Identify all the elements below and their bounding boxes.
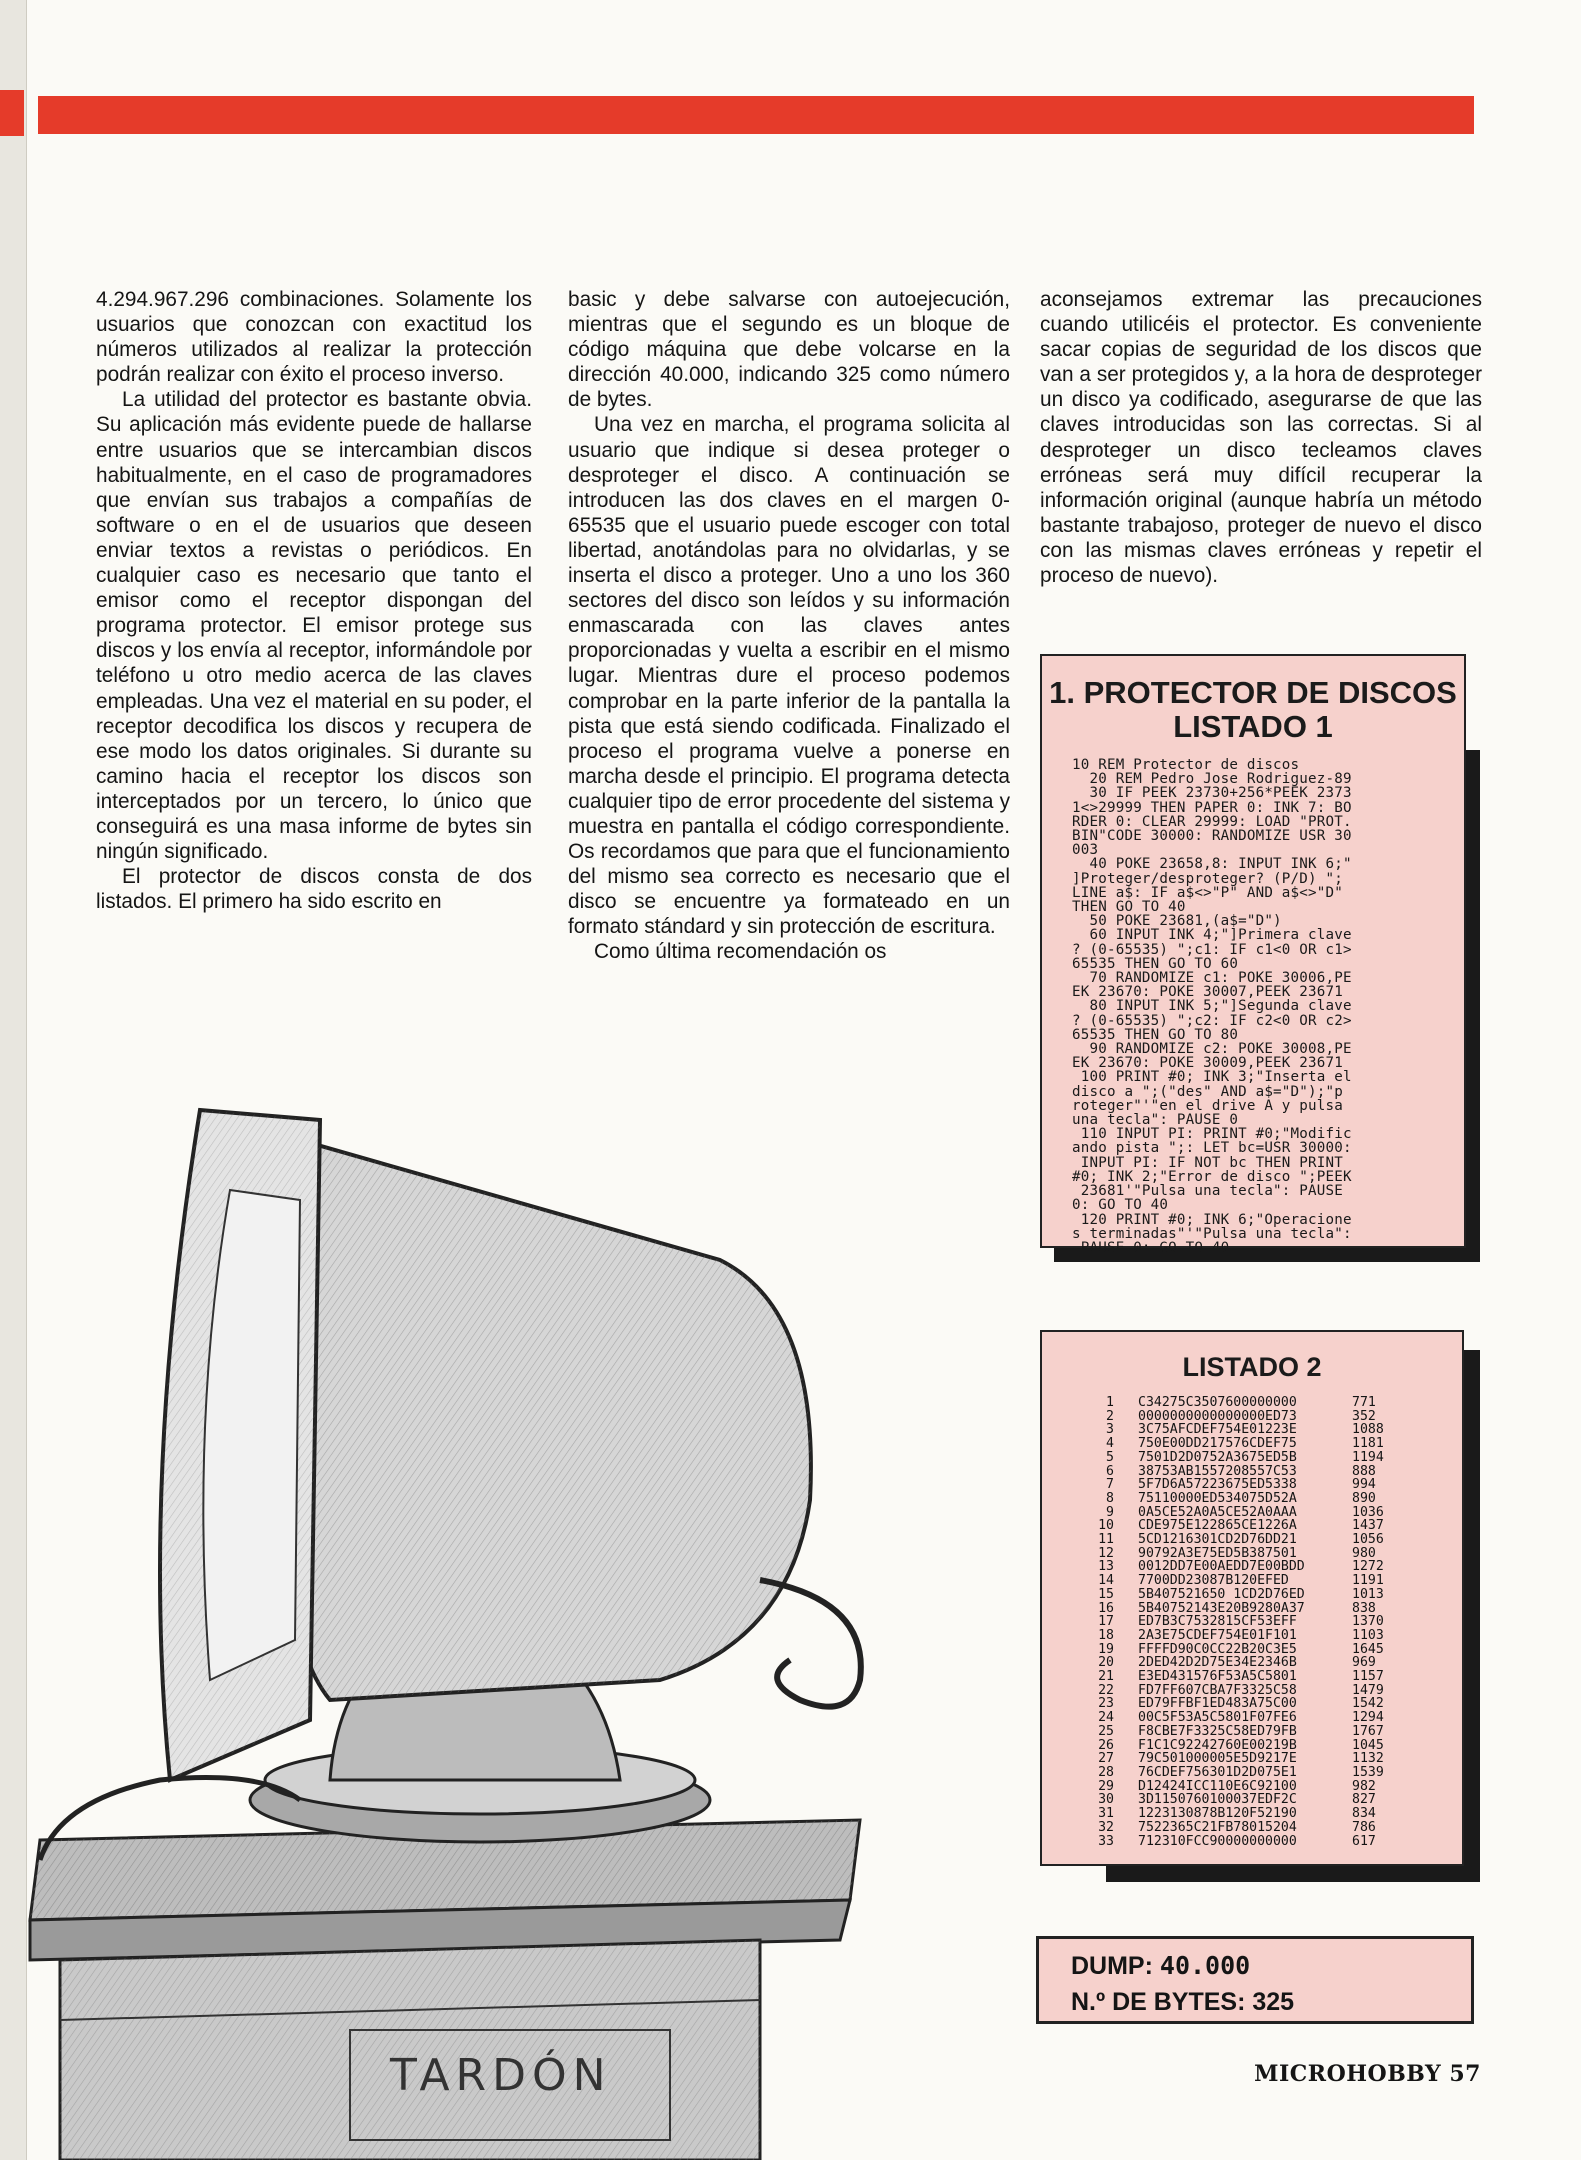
checksum: 1191 (1352, 1573, 1384, 1589)
table-row (1086, 1410, 1462, 1424)
listing1-box (1040, 654, 1466, 1256)
page-footer: MICROHOBBY 57 (1254, 2061, 1481, 2087)
hex-data: 7501D2D0752A3675ED5B (1138, 1449, 1297, 1465)
checksum: 1645 (1352, 1641, 1384, 1657)
checksum: 1013 (1352, 1586, 1384, 1602)
dump-label: DUMP: (1071, 1952, 1160, 1980)
table-row (1086, 1807, 1462, 1821)
line-number: 27 (1098, 1751, 1114, 1767)
hex-data: 7700DD23087B120EFED (1138, 1573, 1289, 1589)
table-row (1086, 1560, 1462, 1574)
checksum: 980 (1352, 1545, 1376, 1561)
table-row (1086, 1629, 1462, 1643)
checksum: 888 (1352, 1463, 1376, 1479)
line-number: 31 (1098, 1806, 1114, 1822)
line-number: 7 (1106, 1477, 1114, 1493)
section-tab (0, 90, 24, 136)
hex-data: 2A3E75CDEF754E01F101 (1138, 1627, 1297, 1643)
hex-data: 79C501000005E5D9217E (1138, 1751, 1297, 1767)
paragraph: Como última recomendación os (594, 940, 887, 964)
checksum: 617 (1352, 1833, 1376, 1849)
line-number: 6 (1106, 1463, 1114, 1479)
line-number: 17 (1098, 1614, 1114, 1630)
hex-data: C34275C3507600000000 (1138, 1395, 1297, 1410)
hex-dump-table (1086, 1396, 1462, 1848)
hex-data: 5CD1216301CD2D76DD21 (1138, 1532, 1297, 1548)
listing2-title: LISTADO 2 (1182, 1352, 1322, 1382)
hex-data: 5B40752143E20B9280A37 (1138, 1600, 1305, 1616)
article-column-2 (568, 287, 1010, 965)
table-row (1086, 1615, 1462, 1629)
line-number: 23 (1098, 1696, 1114, 1712)
hex-data: FD7FF607CBA7F3325C58 (1138, 1682, 1297, 1698)
hex-data: F8CBE7F3325C58ED79FB (1138, 1723, 1297, 1739)
checksum: 1272 (1352, 1559, 1384, 1575)
line-number: 12 (1098, 1545, 1114, 1561)
paragraph: La utilidad del protector es bastante obvia. Su aplicación más evidente puede de hallarse entre usuarios que se intercambian discos habitualmente, en el caso de programadores que envían sus trabajos a compañías de software o en el de usuarios que deseen enviar textos a revistas o periódicos. En cualquier caso es necesario que tanto el emisor como el receptor dispongan del programa protector. El emisor protege sus discos y los envía al receptor, informándole por teléfono u otro medio acerca de las claves empleadas. Una vez el material en su poder, el receptor decodifica los discos y recupera de ese modo los datos originales. Si durante su camino hacia el receptor los discos son interceptados por un tercero, lo único que conseguirá es una masa informe de bytes sin ningún significado. (96, 388, 532, 864)
checksum: 1056 (1352, 1532, 1384, 1548)
paragraph: 4.294.967.296 combinaciones. Solamente los usuarios que conozcan con exactitud los números utilizados al realizar la protección podrán realizar con éxito el proceso inverso. (96, 288, 532, 387)
line-number: 19 (1098, 1641, 1114, 1657)
checksum: 1767 (1352, 1723, 1384, 1739)
line-number: 5 (1106, 1449, 1114, 1465)
hex-data: 1223130878B120F52190 (1138, 1806, 1297, 1822)
checksum: 1479 (1352, 1682, 1384, 1698)
hex-data: 5F7D6A57223675ED5338 (1138, 1477, 1297, 1493)
listing1-title (1042, 676, 1464, 744)
hex-data: 750E00DD217576CDEF75 (1138, 1436, 1297, 1452)
line-number: 2 (1106, 1408, 1114, 1424)
table-row (1086, 1533, 1462, 1547)
checksum: 1157 (1352, 1669, 1384, 1685)
table-row (1086, 1519, 1462, 1533)
bytes-label: N.º DE BYTES: (1071, 1988, 1253, 2016)
checksum: 1045 (1352, 1737, 1384, 1753)
line-number: 14 (1098, 1573, 1114, 1589)
line-number: 33 (1098, 1833, 1114, 1849)
checksum: 1132 (1352, 1751, 1384, 1767)
line-number: 11 (1098, 1532, 1114, 1548)
hex-data: E3ED431576F53A5C5801 (1138, 1669, 1297, 1685)
article-column-1 (96, 287, 532, 914)
checksum: 1542 (1352, 1696, 1384, 1712)
hex-data: 7522365C21FB78015204 (1138, 1819, 1297, 1835)
listing1-title-line2: LISTADO 1 (1173, 709, 1333, 744)
line-number: 3 (1106, 1422, 1114, 1438)
dump-bytes-line (1071, 1984, 1471, 2020)
line-number: 9 (1106, 1504, 1114, 1520)
table-row (1086, 1793, 1462, 1807)
line-number: 28 (1098, 1764, 1114, 1780)
line-number: 21 (1098, 1669, 1114, 1685)
line-number: 32 (1098, 1819, 1114, 1835)
table-row (1086, 1574, 1462, 1588)
table-row (1086, 1780, 1462, 1794)
line-number: 16 (1098, 1600, 1114, 1616)
checksum: 890 (1352, 1490, 1376, 1506)
computer-monitor-illustration (0, 1080, 880, 2160)
line-number: 8 (1106, 1490, 1114, 1506)
table-row (1086, 1423, 1462, 1437)
checksum: 1103 (1352, 1627, 1384, 1643)
hex-data: FFFFD90C0CC22B20C3E5 (1138, 1641, 1297, 1657)
table-row (1086, 1752, 1462, 1766)
artist-signature: TARDÓN (390, 2050, 612, 2101)
line-number: 4 (1106, 1436, 1114, 1452)
table-row (1086, 1506, 1462, 1520)
hex-data: 2DED42D2D75E34E2346B (1138, 1655, 1297, 1671)
table-row (1086, 1766, 1462, 1780)
bytes-count: 325 (1252, 1988, 1295, 2016)
checksum: 786 (1352, 1819, 1376, 1835)
hex-data: ED79FFBF1ED483A75C00 (1138, 1696, 1297, 1712)
line-number: 30 (1098, 1792, 1114, 1808)
table-row (1086, 1437, 1462, 1451)
hex-data: D12424ICC110E6C92100 (1138, 1778, 1297, 1794)
hex-data: CDE975E122865CE1226A (1138, 1518, 1297, 1534)
hex-data: 00C5F53A5C5801F07FE6 (1138, 1710, 1297, 1726)
table-row (1086, 1396, 1462, 1410)
line-number: 1 (1106, 1395, 1114, 1410)
paragraph: aconsejamos extremar las precauciones cuando utilicéis el protector. Es conveniente sacar copias de seguridad de los discos que van a ser protegidos y, a la hora de desproteger un disco ya codificado, asegurarse de que las claves introducidas son las correctas. Si al desproteger un disco tecleamos claves erróneas será muy difícil recuperar la información original (aunque habría un método bastante trabajoso, proteger de nuevo el disco con las mismas claves erróneas y repetir el proceso de nuevo). (1040, 288, 1482, 588)
table-row (1086, 1547, 1462, 1561)
line-number: 15 (1098, 1586, 1114, 1602)
hex-data: F1C1C92242760E00219B (1138, 1737, 1297, 1753)
paragraph: Una vez en marcha, el programa solicita al usuario que indique si desea proteger o desproteger el disco. A continuación se introducen las dos claves en el margen 0-65535 que el usuario puede escoger con total libertad, anotándolas para no olvidarlas, y se inserta el disco a proteger. Uno a uno los 360 sectores del disco son leídos y su información enmascarada con las claves antes proporcionadas y vuelta a escribir en el mismo lugar. Mientras dure el proceso podemos comprobar en la parte inferior de la pantalla la pista que está siendo codificada. Finalizado el proceso el programa vuelve a ponerse en marcha desde el principio. El programa detecta cualquier tipo de error procedente del sistema y muestra en pantalla el código correspondiente. Os recordamos que para que el funcionamiento del mismo sea correcto es necesario que el disco se encuentre ya formateado en un formato stándard y sin protección de escritura. (568, 413, 1010, 939)
hex-data: 712310FCC90000000000 (1138, 1833, 1297, 1849)
checksum: 982 (1352, 1778, 1376, 1794)
hex-data: 3D1150760100037EDF2C (1138, 1792, 1297, 1808)
table-row (1086, 1821, 1462, 1835)
checksum: 994 (1352, 1477, 1376, 1493)
hex-data: 3C75AFCDEF754E01223E (1138, 1422, 1297, 1438)
table-row (1086, 1684, 1462, 1698)
hex-data: 38753AB1557208557C53 (1138, 1463, 1297, 1479)
table-row (1086, 1465, 1462, 1479)
line-number: 10 (1098, 1518, 1114, 1534)
table-row (1086, 1478, 1462, 1492)
hex-data: 0012DD7E00AEDD7E00BDD (1138, 1559, 1305, 1575)
checksum: 1370 (1352, 1614, 1384, 1630)
checksum: 352 (1352, 1408, 1376, 1424)
checksum: 834 (1352, 1806, 1376, 1822)
table-row (1086, 1739, 1462, 1753)
checksum: 1437 (1352, 1518, 1384, 1534)
table-row (1086, 1656, 1462, 1670)
table-row (1086, 1492, 1462, 1506)
table-row (1086, 1451, 1462, 1465)
header-bar (38, 96, 1474, 134)
table-row (1086, 1602, 1462, 1616)
checksum: 1181 (1352, 1436, 1384, 1452)
checksum: 1539 (1352, 1764, 1384, 1780)
listing1-title-line1: 1. PROTECTOR DE DISCOS (1049, 675, 1457, 710)
checksum: 1088 (1352, 1422, 1384, 1438)
table-row (1086, 1697, 1462, 1711)
listing2-box (1040, 1330, 1464, 1866)
article-column-3 (1040, 287, 1482, 588)
hex-data: 5B407521650 1CD2D76ED (1138, 1586, 1305, 1602)
line-number: 25 (1098, 1723, 1114, 1739)
paragraph: basic y debe salvarse con autoejecución, mientras que el segundo es un bloque de código máquina que debe volcarse en la dirección 40.000, indicando 325 como número de bytes. (568, 288, 1010, 412)
checksum: 1194 (1352, 1449, 1384, 1465)
hex-data: 76CDEF756301D2D075E1 (1138, 1764, 1297, 1780)
checksum: 838 (1352, 1600, 1376, 1616)
hex-data: 0A5CE52A0A5CE52A0AAA (1138, 1504, 1297, 1520)
dump-address-line (1071, 1948, 1471, 1984)
line-number: 18 (1098, 1627, 1114, 1643)
checksum: 969 (1352, 1655, 1376, 1671)
line-number: 24 (1098, 1710, 1114, 1726)
dump-info-box (1036, 1936, 1474, 2024)
hex-data: 0000000000000000ED73 (1138, 1408, 1297, 1424)
line-number: 13 (1098, 1559, 1114, 1575)
table-row (1086, 1588, 1462, 1602)
table-row (1086, 1711, 1462, 1725)
table-row (1086, 1725, 1462, 1739)
listing1-code: 10 REM Protector de discos 20 REM Pedro Jose Rodriguez-89 30 IF PEEK 23730+256*PEEK 2373 1<>29999 THEN PAPER 0: INK 7: BO RDER 0: CLEAR 29999: LOAD "PROT. BIN"CODE 30000: RANDOMIZE USR 30 003 40 POKE 23658,8: INPUT INK 6;" ]Proteger/desproteger? (P/D) "; LINE a$: IF a$<>"P" AND a$<>"D" THEN GO TO 40 50 POKE 23681,(a$="D") 60 INPUT INK 4;"]Primera clave ? (0-65535) ";c1: IF c1<0 OR c1> 65535 THEN GO TO 60 70 RANDOMIZE c1: POKE 30006,PE EK 23670: POKE 30007,PEEK 23671 80 INPUT INK 5;"]Segunda clave ? (0-65535) ";c2: IF c2<0 OR c2> 65535 THEN GO TO 80 90 RANDOMIZE c2: POKE 30008,PE EK 23670: POKE 30009,PEEK 23671 100 PRINT #0; INK 3;"Inserta el disco a ";("des" AND a$="D");"p roteger"'"en el drive A y pulsa una tecla": PAUSE 0 110 INPUT PI: PRINT #0;"Modific ando pista ";: LET bc=USR 30000: INPUT PI: IF NOT bc THEN PRINT #0; INK 2;"Error de disco ";PEEK 23681'"Pulsa una tecla": PAUSE 0: GO TO 40 120 PRINT #0; INK 6;"Operacione s terminadas"'"Pulsa una tecla": PAUSE 0: GO TO 40 (1072, 757, 1352, 1256)
line-number: 20 (1098, 1655, 1114, 1671)
line-number: 29 (1098, 1778, 1114, 1794)
hex-data: ED7B3C7532815CF53EFF (1138, 1614, 1297, 1630)
hex-data: 75110000ED534075D52A (1138, 1490, 1297, 1506)
line-number: 26 (1098, 1737, 1114, 1753)
checksum: 771 (1352, 1395, 1376, 1410)
table-row (1086, 1670, 1462, 1684)
checksum: 827 (1352, 1792, 1376, 1808)
checksum: 1036 (1352, 1504, 1384, 1520)
table-row (1086, 1643, 1462, 1657)
paragraph: El protector de discos consta de dos listados. El primero ha sido escrito en (96, 865, 532, 914)
line-number: 22 (1098, 1682, 1114, 1698)
dump-address: 40.000 (1159, 1951, 1251, 1980)
checksum: 1294 (1352, 1710, 1384, 1726)
table-row (1086, 1835, 1462, 1849)
hex-data: 90792A3E75ED5B387501 (1138, 1545, 1297, 1561)
